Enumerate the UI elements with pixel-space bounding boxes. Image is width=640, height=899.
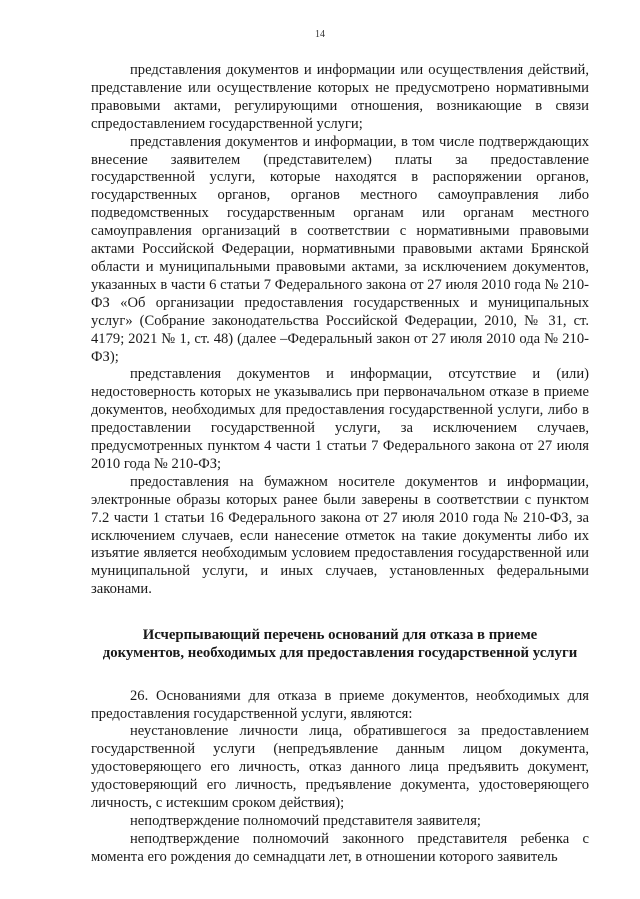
page-number: 14 — [315, 29, 325, 40]
paragraph: неподтверждение полномочий представителя заявителя; — [130, 812, 481, 829]
paragraph: неустановление личности лица, обратившегося за предоставлением государственной услуги (непредъявление данным лицом документа, удостоверяющего его личность, отказ данного лица предъявить документ, удостоверяющий его личность, предъявление документа, удостоверяющего личность, с истекшим сроком действия); — [91, 723, 589, 812]
paragraph: представления документов и информации, в том числе подтверждающих внесение заявителем (представителем) платы за предоставление государственной услуги, которые находятся в распоряжении органов, государственных органов, органов местного самоуправления либо подведомственных государственным органам или органам местного самоуправления организаций в соответствии с нормативными правовыми актами Российской Федерации, нормативными правовыми актами Брянской области и муниципальными правовыми актами, за исключением документов, указанных в части 6 статьи 7 Федерального закона от 27 июля 2010 года № 210-ФЗ «Об организации предоставления государственных и муниципальных услуг» (Собрание законодательства Российской Федерации, 2010, № 31, ст. 4179; 2021 № 1, ст. 48) (далее –Федеральный закон от 27 июля 2010 ода № 210-ФЗ); — [91, 133, 589, 365]
paragraph: представления документов и информации, отсутствие и (или) недостоверность которых не указывались при первоначальном отказе в приеме документов, необходимых для предоставления государственной услуги, либо в предоставлении государственной услуги, за исключением случаев, предусмотренных пунктом 4 части 1 статьи 7 Федерального закона от 27 июля 2010 года № 210-ФЗ; — [91, 366, 589, 472]
section-heading-line: документов, необходимых для предоставления государственной услуги — [102, 645, 578, 662]
section-heading-line: Исчерпывающий перечень оснований для отказа в приеме — [142, 627, 538, 644]
paragraph: 26. Основаниями для отказа в приеме документов, необходимых для предоставления государственной услуги, являются: — [91, 687, 589, 722]
paragraph: представления документов и информации или осуществления действий, представление или осуществление которых не предусмотрено нормативными правовыми актами, регулирующими отношения, возникающие в связи спредоставлением государственной услуги; — [91, 62, 589, 132]
document-body — [91, 62, 589, 867]
section-heading — [91, 626, 589, 662]
paragraph: неподтверждение полномочий законного представителя ребенка с момента его рождения до семнадцати лет, в отношении которого заявитель — [91, 830, 589, 865]
paragraph: предоставления на бумажном носителе документов и информации, электронные образы которых ранее были заверены в соответствии с пунктом 7.2 части 1 статьи 16 Федерального закона от 27 июля 2010 года № 210-ФЗ, за исключением случаев, если нанесение отметок на такие документы либо их изъятие является необходимым условием предоставления государственной или муниципальной услуги, и иных случаев, установленных федеральными законами. — [91, 473, 589, 598]
